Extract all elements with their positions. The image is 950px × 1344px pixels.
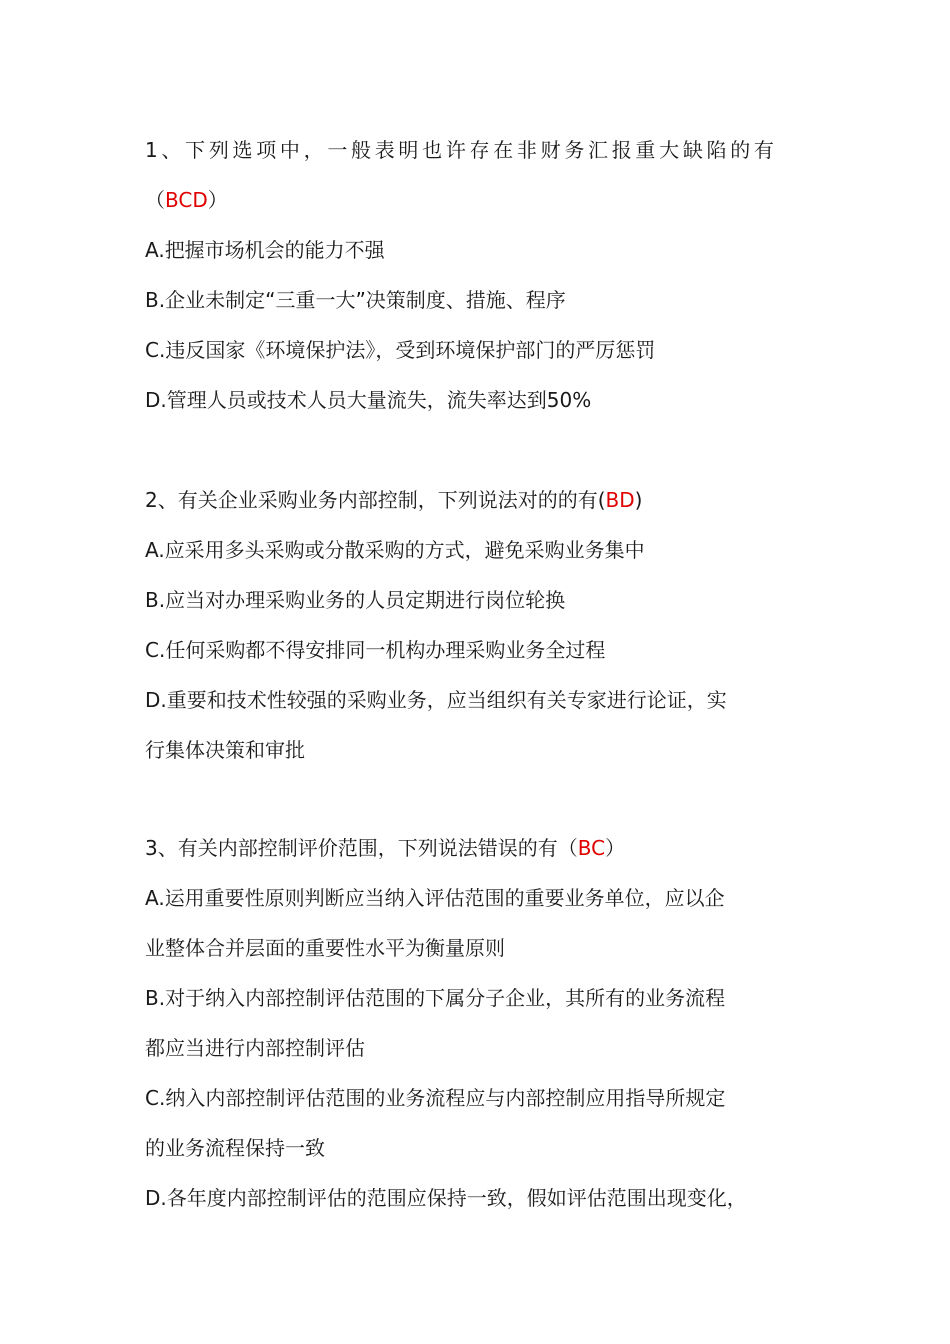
question-1-option-d: D.管理人员或技术人员大量流失，流失率达到50% (145, 388, 592, 412)
question-2-option-d-line1: D.重要和技术性较强的采购业务，应当组织有关专家进行论证，实 (145, 688, 727, 712)
question-3-option-a-line2: 业整体合并层面的重要性水平为衡量原则 (145, 936, 505, 960)
question-3-option-b-line1: B.对于纳入内部控制评估范围的下属分子企业，其所有的业务流程 (145, 986, 726, 1010)
question-3-stem: 3、有关内部控制评价范围，下列说法错误的有（ (145, 836, 578, 860)
question-3-option-c-line1: C.纳入内部控制评估范围的业务流程应与内部控制应用指导所规定 (145, 1086, 726, 1110)
question-1-answer-line (145, 185, 228, 215)
question-2-option-a: A.应采用多头采购或分散采购的方式，避免采购业务集中 (145, 538, 645, 562)
answer-close-paren: ） (207, 188, 228, 212)
question-1-option-b: B.企业未制定“三重一大”决策制度、措施、程序 (145, 288, 566, 312)
question-2-option-b: B.应当对办理采购业务的人员定期进行岗位轮换 (145, 588, 566, 612)
question-2-option-c: C.任何采购都不得安排同一机构办理采购业务全过程 (145, 638, 606, 662)
answer-close-paren: ) (634, 488, 643, 512)
question-3-answer: BC (577, 836, 606, 860)
question-1-option-a: A.把握市场机会的能力不强 (145, 238, 385, 262)
answer-close-paren: ） (605, 836, 626, 860)
question-2-stem-line (145, 485, 642, 515)
question-3-option-d-line1: D.各年度内部控制评估的范围应保持一致，假如评估范围出现变化， (145, 1186, 747, 1210)
answer-open-paren: （ (145, 188, 165, 212)
question-1-answer: BCD (165, 188, 208, 212)
question-3-stem-line (145, 833, 625, 863)
question-1-stem: 1、下列选项中，一般表明也许存在非财务汇报重大缺陷的有 (145, 138, 778, 162)
question-2-answer: BD (605, 488, 635, 512)
question-2-option-d-line2: 行集体决策和审批 (145, 738, 305, 762)
question-3-option-b-line2: 都应当进行内部控制评估 (145, 1036, 365, 1060)
question-3-option-a-line1: A.运用重要性原则判断应当纳入评估范围的重要业务单位，应以企 (145, 886, 725, 910)
question-1-option-c: C.违反国家《环境保护法》，受到环境保护部门的严厉惩罚 (145, 338, 656, 362)
question-3-option-c-line2: 的业务流程保持一致 (145, 1136, 325, 1160)
question-2-stem: 2、有关企业采购业务内部控制，下列说法对的的有( (145, 488, 606, 512)
